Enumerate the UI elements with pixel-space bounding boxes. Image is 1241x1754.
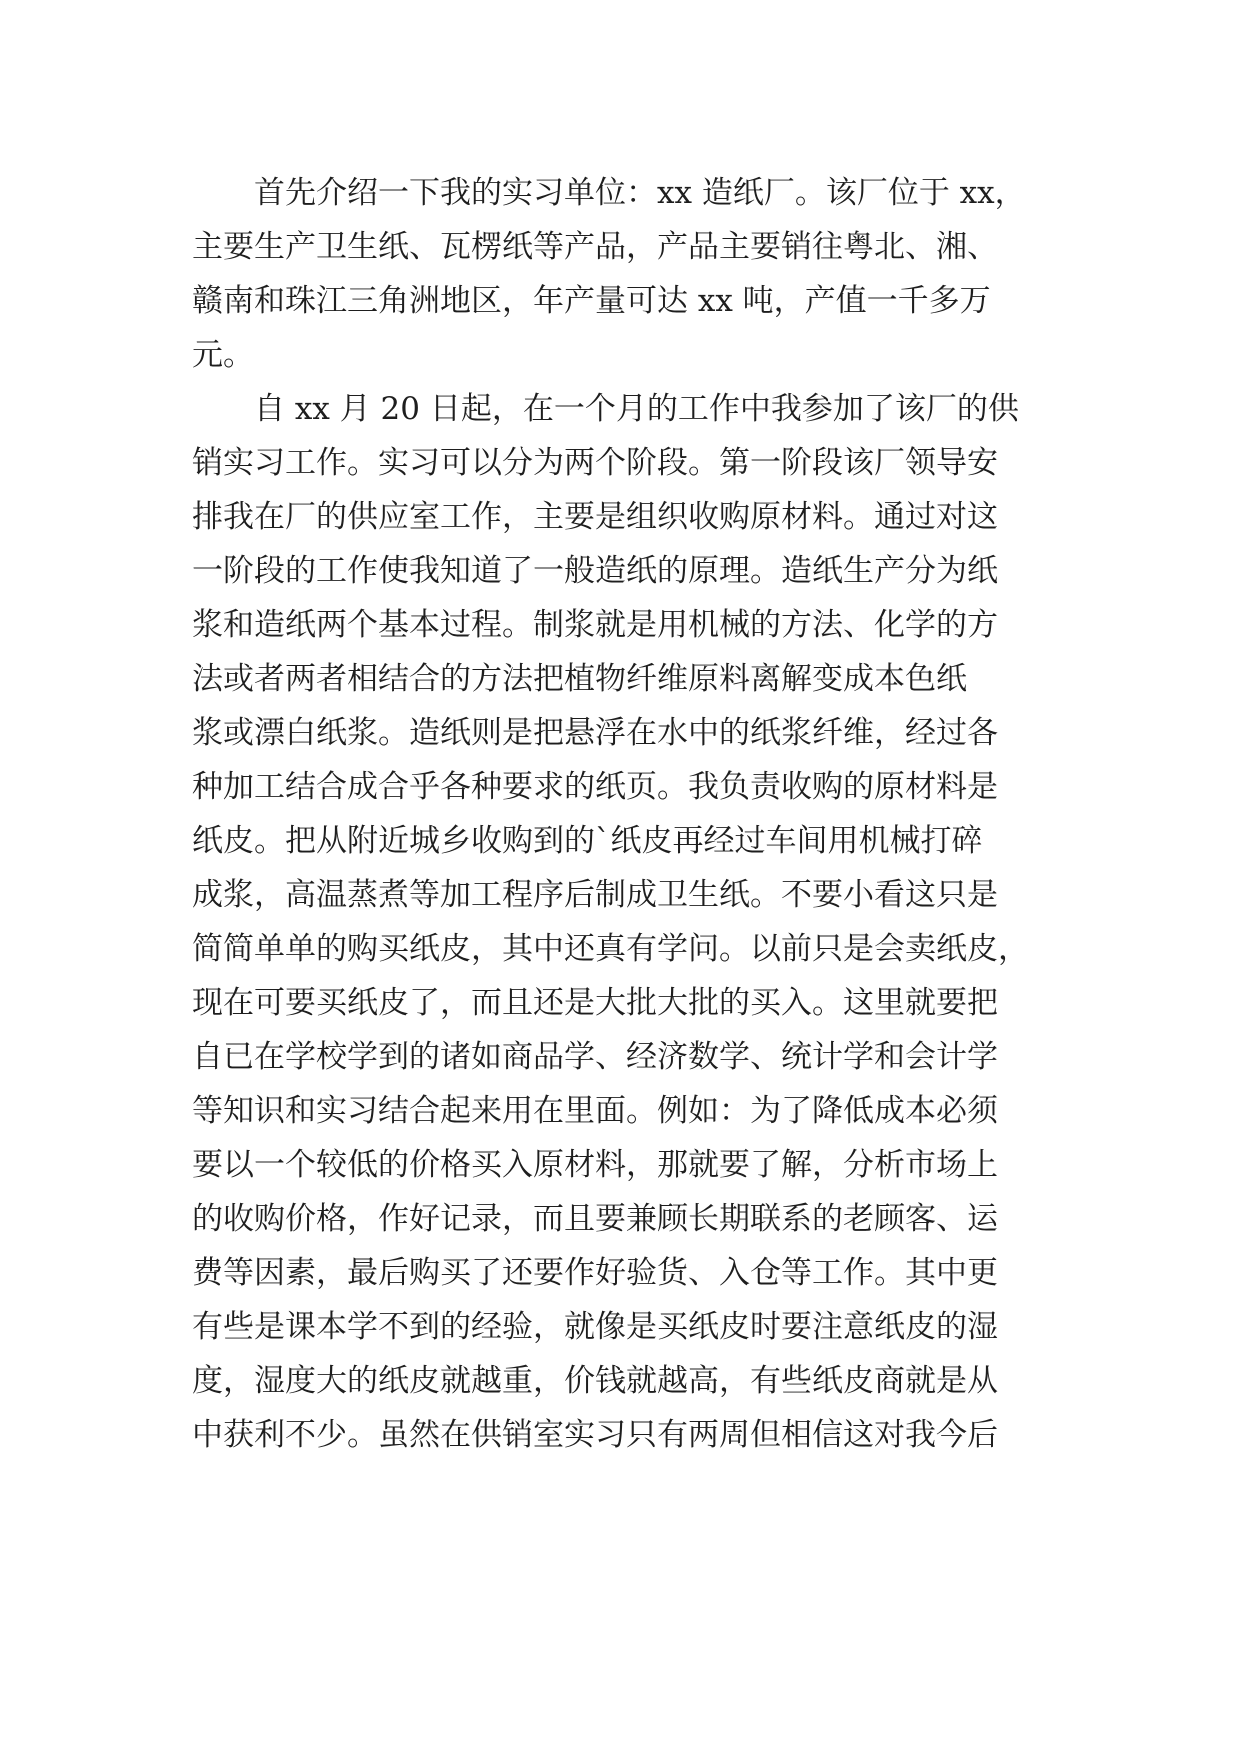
text-line: 度，湿度大的纸皮就越重，价钱就越高，有些纸皮商就是从 bbox=[192, 1363, 998, 1399]
text-line: 排我在厂的供应室工作，主要是组织收购原材料。通过对这 bbox=[192, 499, 998, 535]
text-line: 销实习工作。实习可以分为两个阶段。第一阶段该厂领导安 bbox=[192, 445, 998, 481]
text-line: 等知识和实习结合起来用在里面。例如：为了降低成本必须 bbox=[192, 1093, 998, 1129]
text-line: 的收购价格，作好记录，而且要兼顾长期联系的老顾客、运 bbox=[192, 1201, 998, 1237]
text-line: 浆或漂白纸浆。造纸则是把悬浮在水中的纸浆纤维，经过各 bbox=[192, 715, 998, 751]
text-line: 纸皮。把从附近城乡收购到的`纸皮再经过车间用机械打碎 bbox=[192, 823, 983, 859]
text-line: 费等因素，最后购买了还要作好验货、入仓等工作。其中更 bbox=[192, 1255, 998, 1291]
text-line: 简简单单的购买纸皮，其中还真有学问。以前只是会卖纸皮， bbox=[192, 931, 1029, 967]
body-text bbox=[192, 166, 1072, 1462]
text-line: 浆和造纸两个基本过程。制浆就是用机械的方法、化学的方 bbox=[192, 607, 998, 643]
text-line: 法或者两者相结合的方法把植物纤维原料离解变成本色纸 bbox=[192, 661, 967, 697]
text-line: 自 xx 月 20 日起，在一个月的工作中我参加了该厂的供 bbox=[192, 391, 1019, 427]
text-line: 要以一个较低的价格买入原材料，那就要了解，分析市场上 bbox=[192, 1147, 998, 1183]
text-line: 现在可要买纸皮了，而且还是大批大批的买入。这里就要把 bbox=[192, 985, 998, 1021]
text-line: 元。 bbox=[192, 337, 254, 373]
text-line: 赣南和珠江三角洲地区，年产量可达 xx 吨，产值一千多万 bbox=[192, 283, 991, 319]
text-line: 种加工结合成合乎各种要求的纸页。我负责收购的原材料是 bbox=[192, 769, 998, 805]
text-line: 一阶段的工作使我知道了一般造纸的原理。造纸生产分为纸 bbox=[192, 553, 998, 589]
text-line: 主要生产卫生纸、瓦楞纸等产品，产品主要销往粤北、湘、 bbox=[192, 229, 998, 265]
text-line: 自已在学校学到的诸如商品学、经济数学、统计学和会计学 bbox=[192, 1039, 998, 1075]
text-line: 有些是课本学不到的经验，就像是买纸皮时要注意纸皮的湿 bbox=[192, 1309, 998, 1345]
text-line: 首先介绍一下我的实习单位：xx 造纸厂。该厂位于 xx， bbox=[192, 175, 1026, 211]
text-line: 成浆，高温蒸煮等加工程序后制成卫生纸。不要小看这只是 bbox=[192, 877, 998, 913]
text-line: 中获利不少。虽然在供销室实习只有两周但相信这对我今后 bbox=[192, 1417, 998, 1453]
